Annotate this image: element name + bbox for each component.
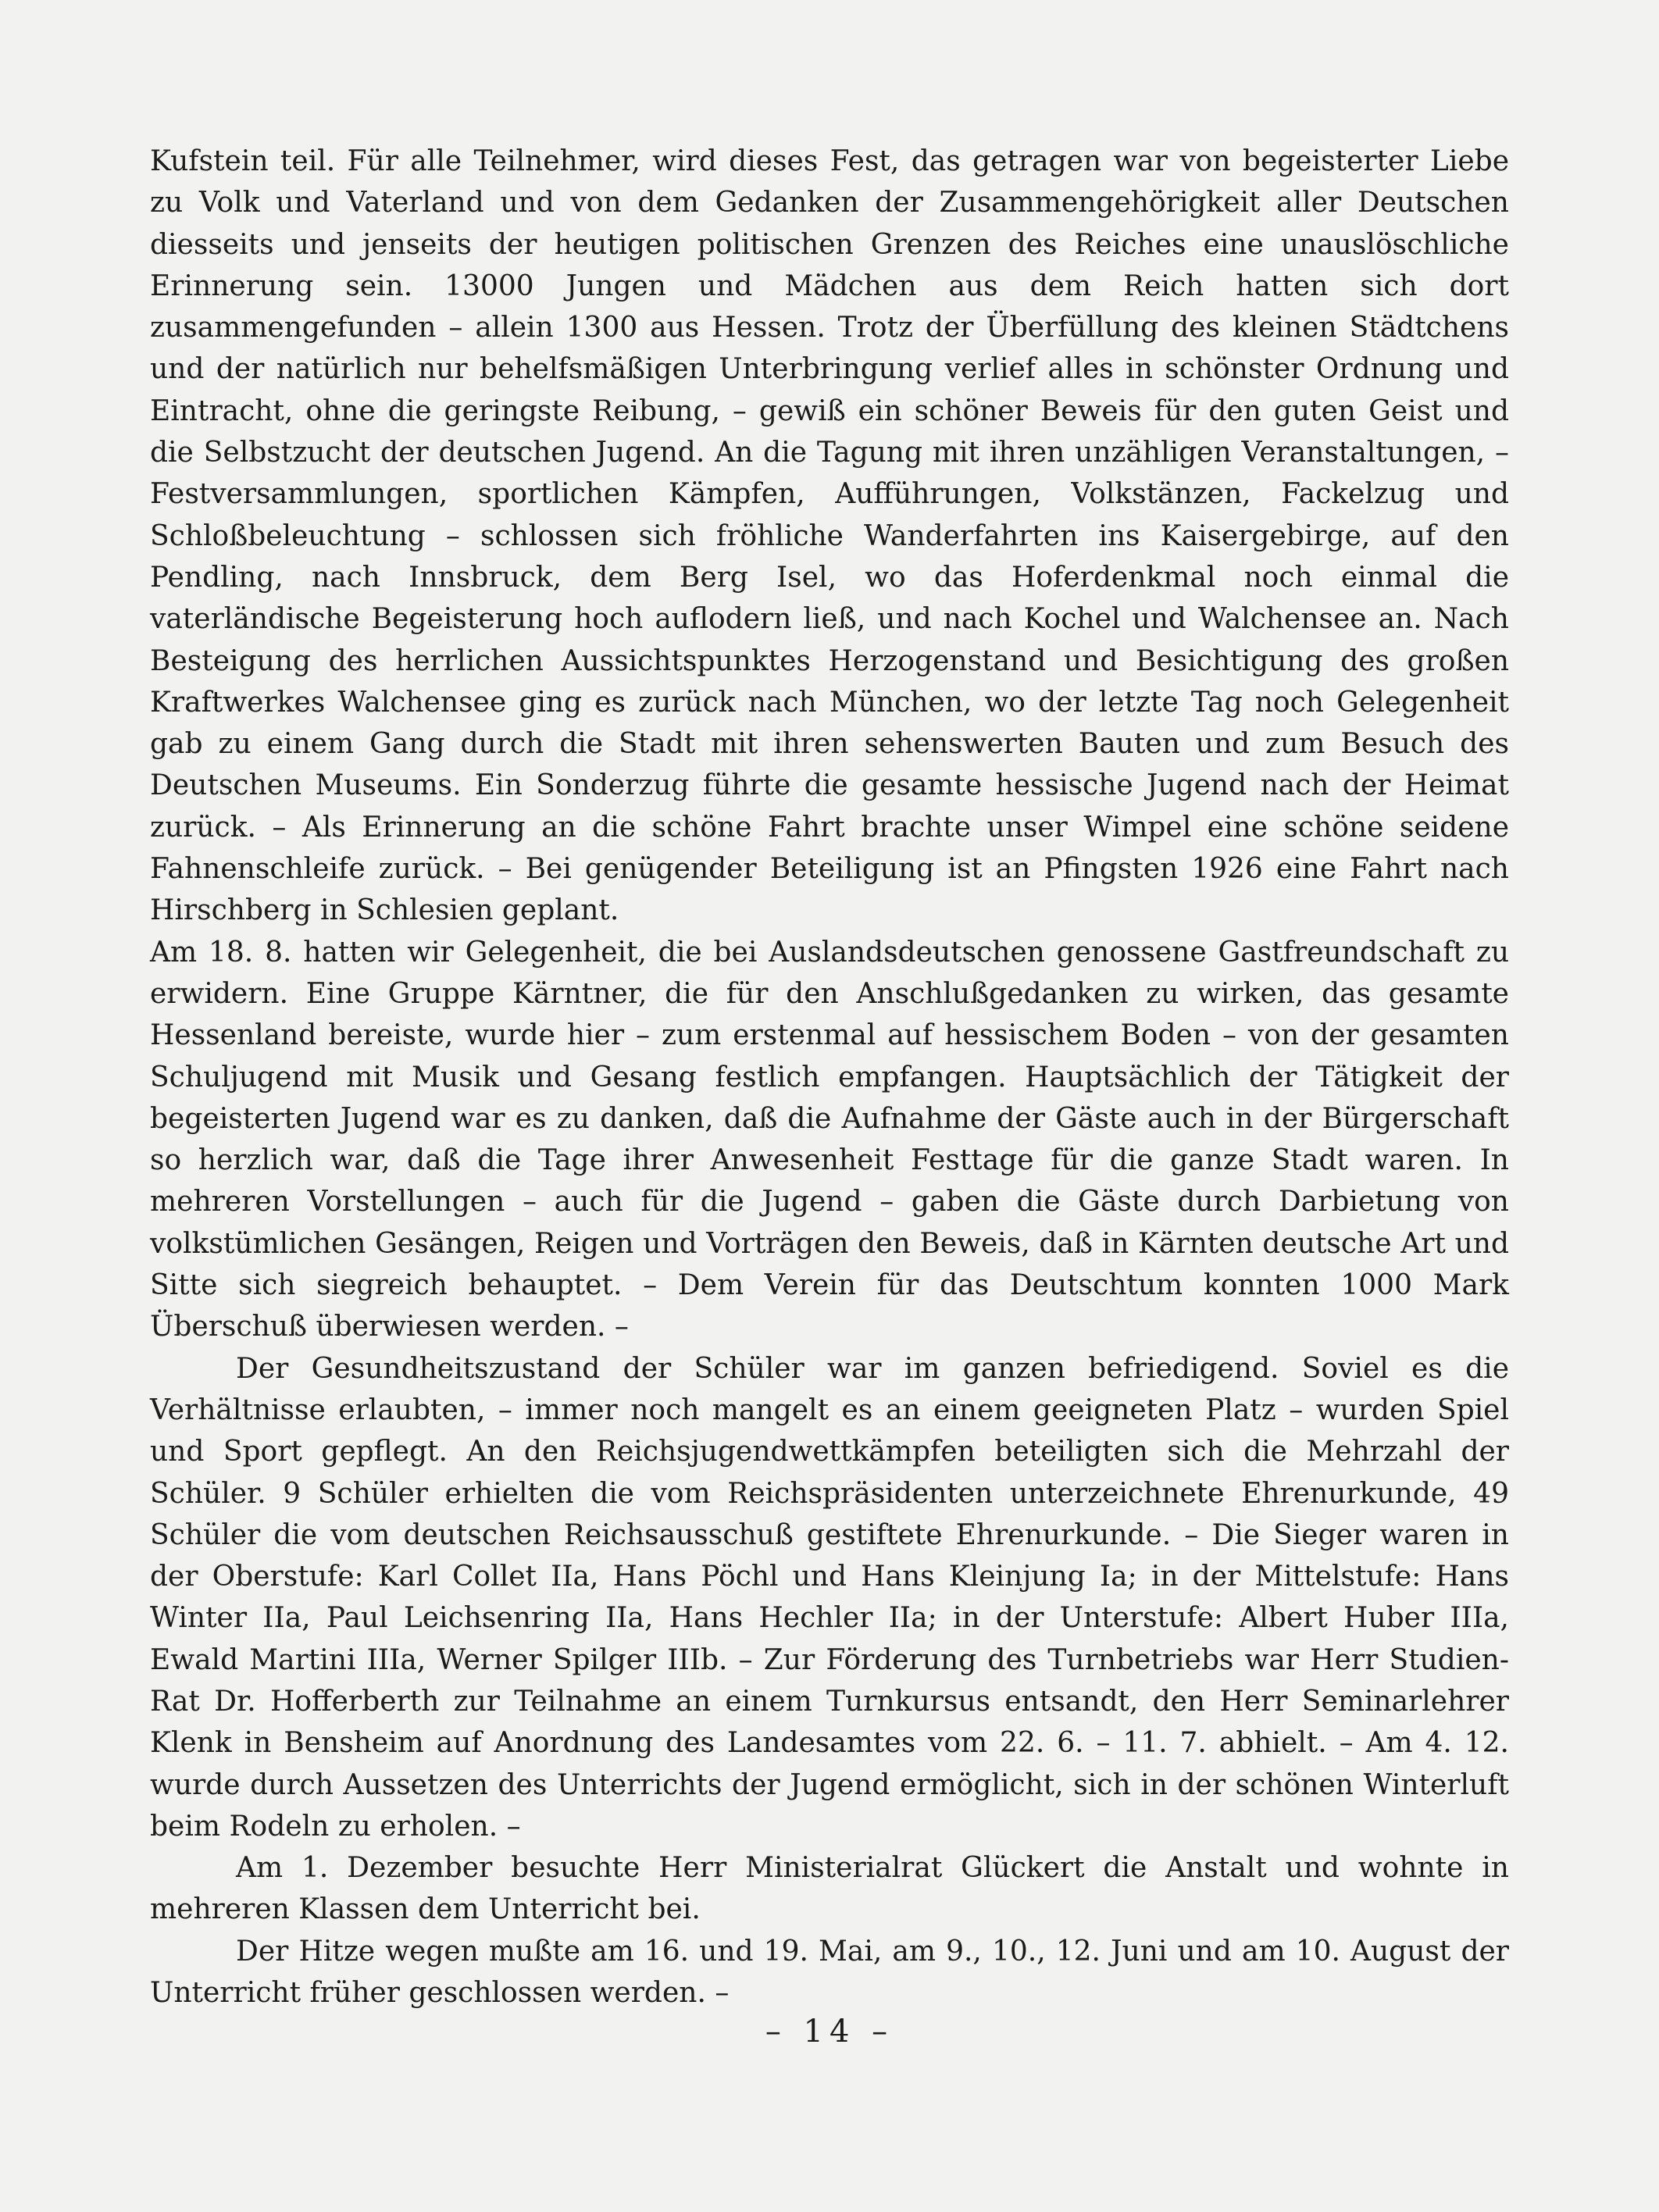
paragraph-1: Kufstein teil. Für alle Teilnehmer, wird dieses Fest, das getragen war von begeisterter Liebe zu Volk und Vaterland und von dem Gedanken der Zusammengehörigkeit aller Deutschen diesseits und jenseits der heutigen politischen Grenzen des Reiches eine unauslöschliche Erinnerung sein. 13000 Jungen und Mädchen aus dem Reich hatten sich dort zusammengefunden – allein 1300 aus Hessen. Trotz der Überfüllung des kleinen Städtchens und der natürlich nur behelfsmäßigen Unterbringung verlief alles in schönster Ordnung und Eintracht, ohne die geringste Reibung, – gewiß ein schöner Beweis für den guten Geist und die Selbstzucht der deutschen Jugend. An die Tagung mit ihren unzähligen Veranstaltungen, – Festversammlungen, sportlichen Kämpfen, Aufführungen, Volkstänzen, Fackelzug und Schloßbeleuchtung – schlossen sich fröhliche Wanderfahrten ins Kaisergebirge, auf den Pendling, nach Innsbruck, dem Berg Isel, wo das Hoferdenkmal noch einmal die vaterländische Begeisterung hoch auflodern ließ, und nach Kochel und Walchensee an. Nach Besteigung des herrlichen Aussichtspunktes Herzogenstand und Besichtigung des großen Kraftwerkes Walchensee ging es zurück nach München, wo der letzte Tag noch Gelegenheit gab zu einem Gang durch die Stadt mit ihren sehenswerten Bauten und zum Besuch des Deutschen Museums. Ein Sonderzug führte die gesamte hessische Jugend nach der Heimat zurück. – Als Erinnerung an die schöne Fahrt brachte unser Wimpel eine schöne seidene Fahnenschleife zurück. – Bei genügender Beteiligung ist an Pfingsten 1926 eine Fahrt nach Hirschberg in Schlesien geplant.: [150, 145, 1509, 927]
paragraph-3: Der Gesundheitszustand der Schüler war im ganzen befriedigend. Soviel es die Verhältnisse erlaubten, – immer noch mangelt es an einem geeigneten Platz – wurden Spiel und Sport gepflegt. An den Reichsjugendwettkämpfen beteiligten sich die Mehrzahl der Schüler. 9 Schüler erhielten die vom Reichspräsidenten unterzeichnete Ehrenurkunde, 49 Schüler die vom deutschen Reichsausschuß gestiftete Ehrenurkunde. – Die Sieger waren in der Oberstufe: Karl Collet IIa, Hans Pöchl und Hans Kleinjung Ia; in der Mittelstufe: Hans Winter IIa, Paul Leichsenring IIa, Hans Hechler IIa; in der Unterstufe: Albert Huber IIIa, Ewald Martini IIIa, Werner Spilger IIIb. – Zur Förderung des Turnbetriebs war Herr Studien-Rat Dr. Hofferberth zur Teilnahme an einem Turnkursus entsandt, den Herr Seminarlehrer Klenk in Bensheim auf Anordnung des Landesamtes vom 22. 6. – 11. 7. abhielt. – Am 4. 12. wurde durch Aussetzen des Unterrichts der Jugend ermöglicht, sich in der schönen Winterluft beim Rodeln zu erholen. –: [150, 1352, 1509, 1843]
paragraph-4: Am 1. Dezember besuchte Herr Ministerialrat Glückert die Anstalt und wohnte in mehreren Klassen dem Unterricht bei.: [150, 1852, 1509, 1926]
page-number: – 14 –: [765, 2014, 894, 2050]
body-text: [150, 141, 1509, 2014]
paragraph-2: Am 18. 8. hatten wir Gelegenheit, die bei Auslandsdeutschen genossene Gastfreundschaft zu erwidern. Eine Gruppe Kärntner, die für den Anschlußgedanken zu wirken, das gesamte Hessenland bereiste, wurde hier – zum erstenmal auf hessischem Boden – von der gesamten Schuljugend mit Musik und Gesang festlich empfangen. Hauptsächlich der Tätigkeit der begeisterten Jugend war es zu danken, daß die Aufnahme der Gäste auch in der Bürgerschaft so herzlich war, daß die Tage ihrer Anwesenheit Festtage für die ganze Stadt waren. In mehreren Vorstellungen – auch für die Jugend – gaben die Gäste durch Darbietung von volkstümlichen Gesängen, Reigen und Vorträgen den Beweis, daß in Kärnten deutsche Art und Sitte sich siegreich behauptet. – Dem Verein für das Deutschtum konnten 1000 Mark Überschuß überwiesen werden. –: [150, 936, 1509, 1343]
paragraph-5: Der Hitze wegen mußte am 16. und 19. Mai, am 9., 10., 12. Juni und am 10. August der Unterricht früher geschlossen werden. –: [150, 1935, 1509, 2010]
